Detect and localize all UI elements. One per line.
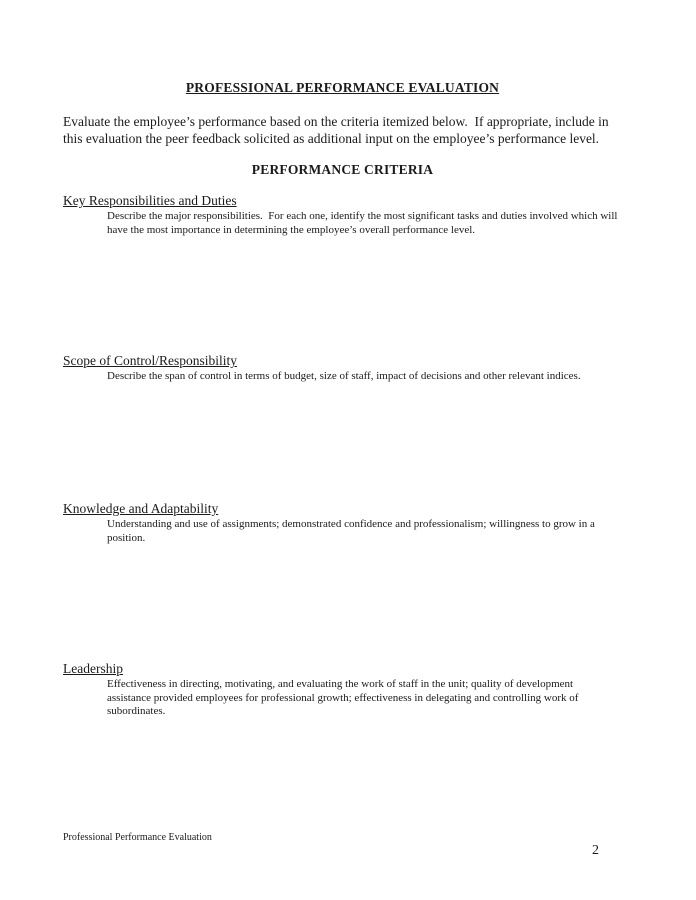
section-description: Describe the span of control in terms of budget, size of staff, impact of decisions and other relevant indices.	[107, 370, 581, 382]
intro-paragraph: Evaluate the employee’s performance based on the criteria itemized below. If appropriate, include in this evaluation the peer feedback solicited as additional input on the employee’s performance level.	[63, 114, 613, 146]
section-heading: Knowledge and Adaptability	[63, 501, 219, 516]
section-knowledge-adaptability	[63, 501, 622, 661]
section-heading: Leadership	[63, 661, 123, 676]
section-scope-of-control	[63, 353, 622, 501]
section-description: Effectiveness in directing, motivating, and evaluating the work of staff in the unit; quality of development assistance provided employees for professional growth; effectiveness in delegating and controlling work of subordinates.	[107, 678, 582, 717]
footer-document-name: Professional Performance Evaluation	[63, 832, 212, 843]
section-heading: Key Responsibilities and Duties	[63, 193, 237, 208]
section-description: Describe the major responsibilities. For each one, identify the most significant tasks and duties involved which will have the most importance in determining the employee’s overall performance level.	[107, 210, 621, 236]
section-leadership	[63, 661, 622, 781]
section-key-responsibilities	[63, 193, 622, 353]
section-heading: Scope of Control/Responsibility	[63, 353, 237, 368]
page-number: 2	[592, 843, 599, 858]
document-title: PROFESSIONAL PERFORMANCE EVALUATION	[185, 80, 500, 95]
section-description: Understanding and use of assignments; demonstrated confidence and professionalism; willingness to grow in a position.	[107, 518, 598, 544]
performance-criteria-heading: PERFORMANCE CRITERIA	[251, 162, 434, 177]
